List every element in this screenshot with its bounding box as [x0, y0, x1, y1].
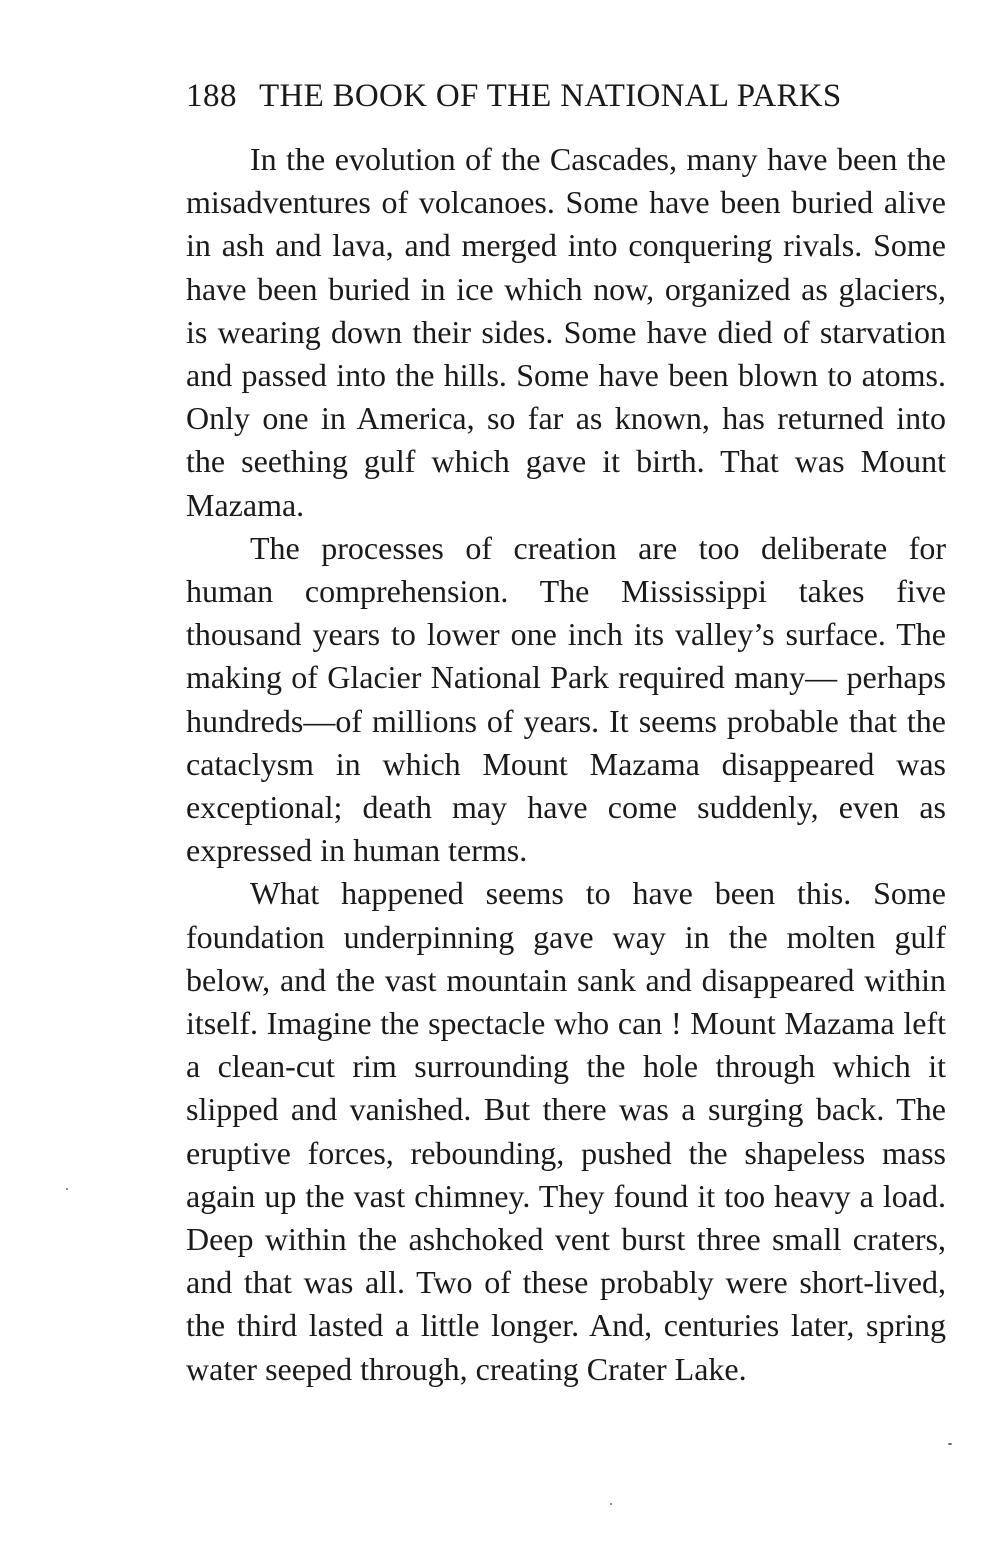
running-head: [186, 78, 946, 115]
scan-speck: [610, 1503, 612, 1505]
scan-speck: [66, 1188, 68, 1190]
paragraph-3: What happened seems to have been this. Some foundation underpinning gave way in the molten gulf below, and the vast mountain sank and disappeared within itself. Imagine the spectacle who can ! Mount Mazama left a clean-cut rim surrounding the hole through which it slipped and vanished. But there was a surging back. The eruptive forces, rebounding, pushed the shapeless mass again up the vast chimney. They found it too heavy a load. Deep within the ashchoked vent burst three small craters, and that was all. Two of these probably were short-lived, the third lasted a little longer. And, centuries later, spring water seeped through, creating Crater Lake.: [186, 875, 946, 1387]
scan-speck: [948, 1443, 952, 1445]
paragraph-1: In the evolution of the Cascades, many have been the misadventures of volcanoes. Some have been buried alive in ash and lava, and merged into conquering rivals. Some have been buried in ice which now, organized as glaciers, is wearing down their sides. Some have died of starvation and passed into the hills. Some have been blown to atoms. Only one in America, so far as known, has returned into the seething gulf which gave it birth. That was Mount Mazama.: [186, 141, 946, 523]
body-text: [186, 138, 946, 1391]
running-title: THE BOOK OF THE NATIONAL PARKS: [259, 78, 842, 114]
paragraph-2: The processes of creation are too deliberate for human comprehension. The Mississippi takes five thousand years to lower one inch its valley’s surface. The making of Glacier National Park required many— perhaps hundreds—of millions of years. It seems probable that the cataclysm in which Mount Mazama disappeared was exceptional; death may have come suddenly, even as expressed in human terms.: [186, 529, 946, 869]
page-number: 188: [186, 78, 237, 114]
